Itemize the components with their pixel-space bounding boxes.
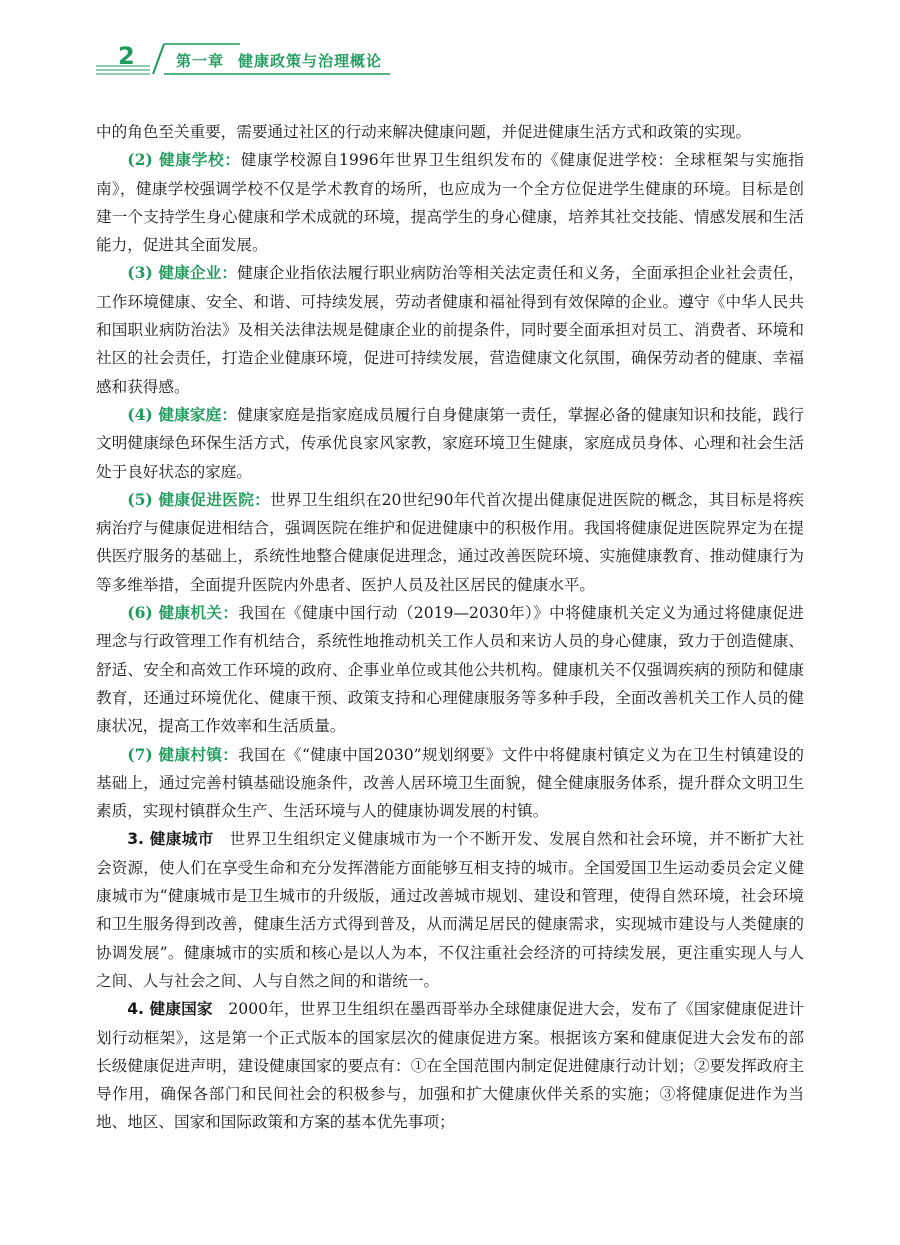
header-decoration: [0, 0, 900, 90]
paragraph: (3) 健康企业：健康企业指依法履行职业病防治等相关法定责任和义务，全面承担企业社会责任，工作环境健康、安全、和谐、可持续发展，劳动者健康和福祉得到有效保障的企业。遵守《中华人民共和国职业病防治法》及相关法律法规是健康企业的前提条件，同时要全面承担对员工、消费者、环境和社区的社会责任，打造企业健康环境，促进可持续发展，营造健康文化氛围，确保劳动者的健康、幸福感和获得感。: [96, 263, 804, 396]
paragraph: (4) 健康家庭：健康家庭是指家庭成员履行自身健康第一责任，掌握必备的健康知识和技能，践行文明健康绿色环保生活方式，传承优良家风家教，家庭环境卫生健康，家庭成员身体、心理和社会生活处于良好状态的家庭。: [96, 404, 804, 481]
chapter-heading: [176, 50, 382, 71]
section-heading: 3. 健康城市: [127, 830, 230, 849]
body-text: [96, 118, 804, 1137]
paragraph: (2) 健康学校：健康学校源自1996年世界卫生组织发布的《健康促进学校：全球框架与实施指南》，健康学校强调学校不仅是学术教育的场所，也应成为一个全方位促进学生健康的环境。目标是创建一个支持学生身心健康和学术成就的环境，提高学生的身心健康，培养其社交技能、情感发展和生活能力，促进其全面发展。: [96, 150, 804, 255]
item-heading: (2) 健康学校：: [127, 150, 241, 170]
paragraph: 3. 健康城市 世界卫生组织定义健康城市为一个不断开发、发展自然和社会环境，并不断扩大社会资源，使人们在享受生命和充分发挥潜能方面能够互相支持的城市。全国爱国卫生运动委员会定义健康城市为“健康城市是卫生城市的升级版，通过改善城市规划、建设和管理，使得自然环境，社会环境和卫生服务得到改善，健康生活方式得到普及，从而满足居民的健康需求，实现城市建设与人类健康的协调发展”。健康城市的实质和核心是以人为本，不仅注重社会经济的可持续发展，更注重实现人与人之间、人与社会之间、人与自然之间的和谐统一。: [96, 830, 804, 990]
item-heading: (6) 健康机关：: [127, 603, 239, 623]
section-heading: 4. 健康国家: [127, 1000, 229, 1019]
page-header: [0, 0, 900, 90]
item-heading: (5) 健康促进医院：: [127, 489, 271, 509]
item-heading: (3) 健康企业：: [127, 263, 238, 283]
paragraph: 4. 健康国家 2000年，世界卫生组织在墨西哥举办全球健康促进大会，发布了《国家健康促进计划行动框架》，这是第一个正式版本的国家层次的健康促进方案。根据该方案和健康促进大会发布的部长级健康促进声明，建设健康国家的要点有：①在全国范围内制定促进健康行动计划；②要发挥政府主导作用，确保各部门和民间社会的积极参与，加强和扩大健康伙伴关系的实施；③将健康促进作为当地、地区、国家和国际政策和方案的基本优先事项；: [96, 1000, 804, 1132]
chapter-label: 第一章: [176, 52, 225, 70]
paragraph: (7) 健康村镇：我国在《“健康中国2030”规划纲要》文件中将健康村镇定义为在卫生村镇建设的基础上，通过完善村镇基础设施条件，改善人居环境卫生面貌，健全健康服务体系，提升群众文明卫生素质，实现村镇群众生产、生活环境与人的健康协调发展的村镇。: [96, 744, 804, 821]
paragraph: (6) 健康机关：我国在《健康中国行动（2019—2030年）》中将健康机关定义为通过将健康促进理念与行政管理工作有机结合，系统性地推动机关工作人员和来访人员的身心健康，致力于创造健康、舒适、安全和高效工作环境的政府、企事业单位或其他公共机构。健康机关不仅强调疾病的预防和健康教育，还通过环境优化、健康干预、政策支持和心理健康服务等多种手段，全面改善机关工作人员的健康状况，提高工作效率和生活质量。: [96, 603, 804, 736]
item-heading: (7) 健康村镇：: [127, 744, 239, 764]
page-number: 2: [118, 42, 135, 70]
item-heading: (4) 健康家庭：: [127, 404, 238, 424]
paragraph: 中的角色至关重要，需要通过社区的行动来解决健康问题，并促进健康生活方式和政策的实现。: [96, 123, 751, 141]
chapter-title: 健康政策与治理概论: [238, 52, 383, 70]
paragraph: (5) 健康促进医院：世界卫生组织在20世纪90年代首次提出健康促进医院的概念，其目标是将疾病治疗与健康促进相结合，强调医院在维护和促进健康中的积极作用。我国将健康促进医院界定为在提供医疗服务的基础上，系统性地整合健康促进理念，通过改善医院环境、实施健康教育、推动健康行为等多维举措，全面提升医院内外患者、医护人员及社区居民的健康水平。: [96, 489, 804, 594]
